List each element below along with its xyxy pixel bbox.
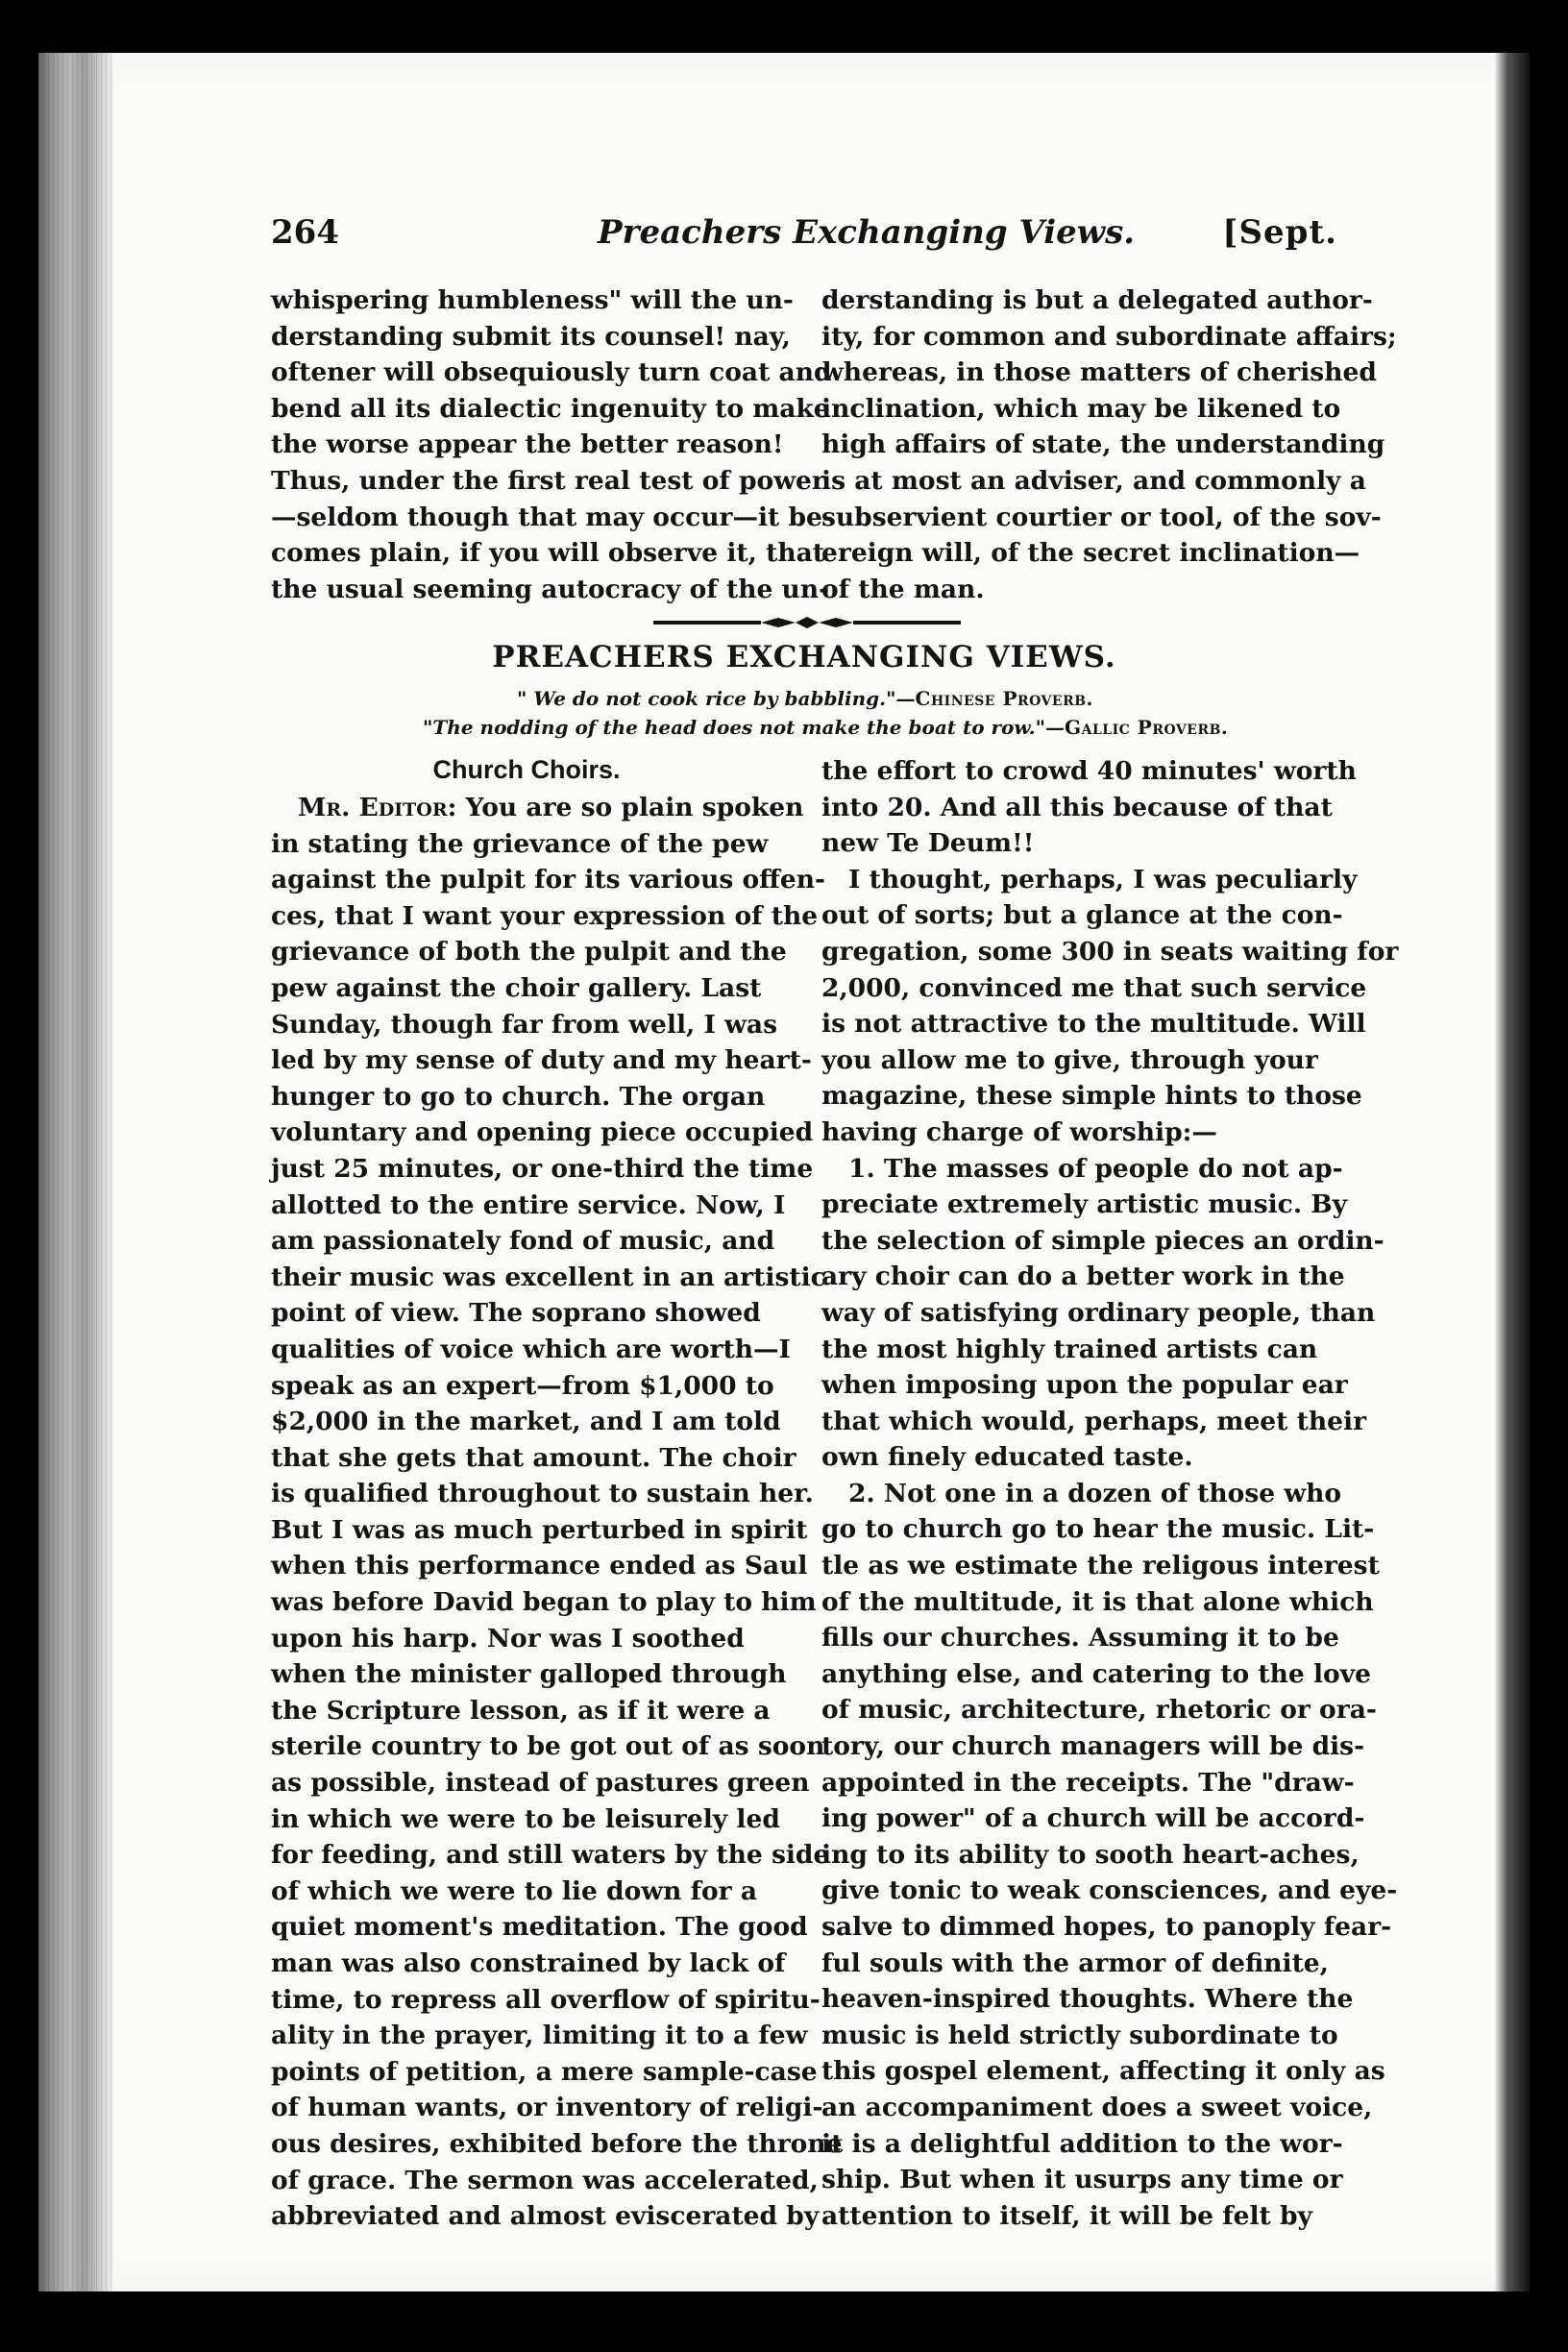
text-line: that she gets that amount. The choir: [271, 1442, 796, 1473]
text-line: the worse appear the better reason!: [271, 429, 784, 460]
ornamental-rule: [653, 615, 961, 630]
text-line: ing power" of a church will be accord-: [821, 1803, 1365, 1834]
text-line: of grace. The sermon was accelerated,: [271, 2165, 819, 2195]
text-line: fills our churches. Assuming it to be: [821, 1623, 1339, 1654]
text-line: allotted to the entire service. Now, I: [271, 1189, 786, 1220]
text-line: the effort to crowd 40 minutes' worth: [821, 756, 1357, 786]
text-line: just 25 minutes, or one-third the time: [271, 1153, 814, 1184]
text-line: appointed in the receipts. The "draw-: [821, 1767, 1355, 1798]
text-line: against the pulpit for its various offen-: [271, 865, 826, 895]
text-line: having charge of worship:—: [821, 1116, 1217, 1147]
text-line: upon his harp. Nor was I soothed: [271, 1623, 745, 1654]
text-line: for feeding, and still waters by the side: [271, 1840, 830, 1871]
text-line: hunger to go to church. The organ: [271, 1081, 766, 1112]
text-line: whispering humbleness" will the un-: [271, 285, 794, 315]
text-line: own finely educated taste.: [821, 1442, 1193, 1473]
text-line: But I was as much perturbed in spirit: [271, 1514, 808, 1545]
text-line: this gospel element, affecting it only as: [821, 2056, 1385, 2087]
article-heading: Church Choirs.: [432, 755, 621, 784]
motto-source: Gallic Proverb.: [1065, 716, 1229, 739]
text-line: heaven-inspired thoughts. Where the: [821, 1984, 1354, 2015]
text-line: inclination, which may be likened to: [821, 393, 1341, 424]
text-line: 2. Not one in a dozen of those who: [848, 1478, 1342, 1508]
text-line: subservient courtier or tool, of the sov-: [821, 502, 1382, 532]
text-line: I thought, perhaps, I was peculiarly: [848, 864, 1358, 894]
text-line: qualities of voice which are worth—I: [271, 1334, 791, 1364]
text-line: point of view. The soprano showed: [271, 1298, 761, 1329]
text-line: led by my sense of duty and my heart-: [271, 1045, 812, 1076]
text-line: was before David began to play to him: [271, 1587, 817, 1618]
text-line: as possible, instead of pastures green: [271, 1768, 810, 1799]
text-line: quiet moment's meditation. The good: [271, 1912, 808, 1943]
text-line: [271, 790, 804, 826]
text-line: when the minister galloped through: [271, 1659, 787, 1690]
text-line: give tonic to weak consciences, and eye-: [821, 1875, 1398, 1906]
text-line: out of sorts; but a glance at the con-: [821, 900, 1343, 931]
text-line: bend all its dialectic ingenuity to make: [271, 393, 830, 424]
salutation-rest: : You are so plain spoken: [447, 793, 804, 822]
text-line: gregation, some 300 in seats waiting for: [821, 936, 1399, 967]
text-line: comes plain, if you will observe it, that: [271, 538, 825, 569]
text-line: the most highly trained artists can: [821, 1334, 1318, 1364]
top-left-column: [271, 282, 833, 607]
text-line: magazine, these simple hints to those: [821, 1081, 1362, 1112]
text-line: ary choir can do a better work in the: [821, 1262, 1345, 1292]
salutation: Mr. Editor: [298, 793, 448, 822]
section-title: PREACHERS EXCHANGING VIEWS.: [492, 640, 1116, 674]
text-line: derstanding submit its counsel! nay,: [271, 321, 791, 352]
text-line: —seldom though that may occur—it be-: [271, 502, 833, 532]
text-line: salve to dimmed hopes, to panoply fear-: [821, 1912, 1392, 1942]
text-line: Sunday, though far from well, I was: [271, 1009, 777, 1040]
text-line: grievance of both the pulpit and the: [271, 937, 787, 968]
text-line: of music, architecture, rhetoric or ora-: [821, 1695, 1377, 1726]
text-line: abbreviated and almost eviscerated by: [271, 2201, 820, 2232]
motto-source: Chinese Proverb.: [915, 687, 1094, 710]
text-line: into 20. And all this because of that: [821, 792, 1333, 822]
top-right-column: [821, 282, 1397, 607]
text-line: 1. The masses of people do not ap-: [848, 1153, 1343, 1184]
text-line: ality in the prayer, limiting it to a few: [271, 2021, 808, 2051]
text-line: ereign will, of the secret inclination—: [821, 538, 1360, 569]
text-line: 2,000, convinced me that such service: [821, 972, 1367, 1003]
right-page-edge: [1495, 53, 1530, 2291]
page-edges: [38, 53, 113, 2291]
text-line: oftener will obsequiously turn coat and: [271, 357, 832, 388]
text-line: you allow me to give, through your: [821, 1044, 1318, 1075]
text-line: ous desires, exhibited before the throne: [271, 2128, 843, 2159]
text-line: ces, that I want your expression of the: [271, 900, 819, 931]
text-line: when this performance ended as Saul: [271, 1551, 808, 1581]
text-line: voluntary and opening piece occupied: [271, 1117, 814, 1148]
text-line: their music was excellent in an artistic: [271, 1262, 826, 1292]
motto-gallic-proverb: [423, 716, 1228, 739]
text-line: ity, for common and subordinate affairs;: [821, 321, 1397, 352]
text-line: man was also constrained by lack of: [271, 1948, 786, 1978]
text-line: $2,000 in the market, and I am told: [271, 1407, 781, 1437]
text-line: of human wants, or inventory of religi-: [271, 2093, 823, 2123]
running-date: [Sept.: [1222, 213, 1337, 252]
text-line: tory, our church managers will be dis-: [821, 1731, 1365, 1762]
text-line: ful souls with the armor of definite,: [821, 1948, 1329, 1978]
text-line: points of petition, a mere sample-case: [271, 2056, 818, 2087]
text-line: high affairs of state, the understanding: [821, 429, 1385, 460]
running-header: [271, 213, 1337, 261]
bottom-left-column: [271, 790, 843, 2235]
text-line: is not attractive to the multitude. Will: [821, 1009, 1366, 1040]
text-line: in stating the grievance of the pew: [271, 828, 769, 859]
text-line: anything else, and catering to the love: [821, 1658, 1371, 1689]
text-line: of the man.: [821, 574, 985, 604]
text-line: when imposing upon the popular ear: [821, 1370, 1348, 1401]
text-line: sterile country to be got out of as soon: [271, 1731, 825, 1762]
text-line: pew against the choir gallery. Last: [271, 972, 762, 1003]
page-number: 264: [271, 213, 339, 252]
text-line: of which we were to lie down for a: [271, 1875, 757, 1906]
motto-chinese-proverb: [517, 687, 1093, 710]
text-line: it is a delightful addition to the wor-: [821, 2128, 1343, 2159]
text-line: ship. But when it usurps any time or: [821, 2165, 1343, 2195]
text-line: is qualified throughout to sustain her.: [271, 1479, 814, 1509]
text-line: the usual seeming autocracy of the un-: [271, 574, 830, 604]
text-line: tle as we estimate the religous interest: [821, 1551, 1380, 1581]
text-line: that which would, perhaps, meet their: [821, 1406, 1367, 1436]
bottom-right-column: [821, 753, 1399, 2234]
text-line: speak as an expert—from $1,000 to: [271, 1370, 774, 1401]
text-line: of the multitude, it is that alone which: [821, 1586, 1374, 1617]
text-line: an accompaniment does a sweet voice,: [821, 2092, 1373, 2122]
text-line: whereas, in those matters of cherished: [821, 357, 1377, 388]
text-line: in which we were to be leisurely led: [271, 1803, 780, 1834]
text-line: Thus, under the first real test of power: [271, 465, 825, 496]
text-line: attention to itself, it will be felt by: [821, 2200, 1312, 2231]
text-line: new Te Deum!!: [821, 828, 1035, 859]
text-line: way of satisfying ordinary people, than: [821, 1297, 1376, 1328]
text-line: time, to repress all overflow of spiritu-: [271, 1984, 821, 2015]
running-title: Preachers Exchanging Views.: [598, 213, 1136, 252]
text-line: is at most an adviser, and commonly a: [821, 465, 1366, 496]
text-line: the selection of simple pieces an ordin-: [821, 1225, 1384, 1256]
text-line: go to church go to hear the music. Lit-: [821, 1514, 1375, 1545]
text-line: derstanding is but a delegated author-: [821, 285, 1373, 315]
text-line: am passionately fond of music, and: [271, 1226, 775, 1257]
motto-quote: "The nodding of the head does not make the boat to row."—: [423, 716, 1065, 739]
text-line: ing to its ability to sooth heart-aches,: [821, 1839, 1360, 1870]
text-line: music is held strictly subordinate to: [821, 2020, 1338, 2050]
text-line: the Scripture lesson, as if it were a: [271, 1695, 771, 1726]
motto-quote: " We do not cook rice by babbling."—: [517, 687, 916, 710]
text-line: preciate extremely artistic music. By: [821, 1189, 1348, 1220]
